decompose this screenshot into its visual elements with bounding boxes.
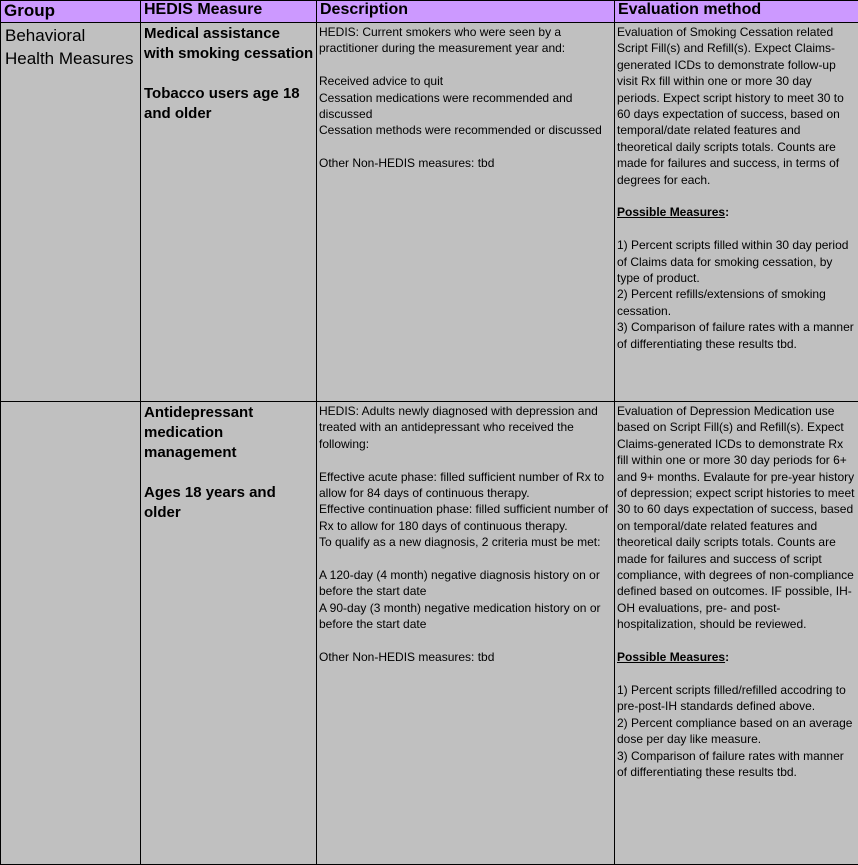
description-item: Effective continuation phase: filled sufficient number of Rx to allow for 180 days of continuous therapy.: [319, 502, 609, 533]
header-row: [1, 1, 858, 23]
evaluation-text: Evaluation of Depression Medication use based on Script Fill(s) and Refill(s). Expect Claims-generated ICDs to demonstrate Rx fill within one or more 30 day periods for 6+ and 9+ months. Evalaute for pre-year history of depression; expect script histories to meet 30 to 60 days expectation of success, based on temporal/date related features and theoretical daily scripts totals. Counts are made for failures and success of script compliance, with degrees of non-compliance defined based on outcomes. IF possible, IH-OH evaluations, pre- and post-hospitalization, should be reviewed.: [617, 404, 855, 632]
description-other: Other Non-HEDIS measures: tbd: [319, 156, 495, 171]
description-item: Cessation medications were recommended and discussed: [319, 90, 573, 122]
description-intro: HEDIS: Adults newly diagnosed with depression and treated with an antidepressant who received the following:: [319, 404, 598, 451]
description-intro: HEDIS: Current smokers who were seen by a practitioner during the measurement year and:: [319, 25, 566, 56]
description-item: To qualify as a new diagnosis, 2 criteria must be met:: [319, 535, 601, 550]
description-item: Received advice to quit: [319, 74, 444, 89]
measure-title: Antidepressant medication management: [144, 404, 254, 461]
description-cell: [317, 402, 615, 865]
header-measure: HEDIS Measure: [141, 1, 317, 23]
possible-measures-heading: [617, 204, 856, 220]
possible-measures-title: Possible Measures: [617, 650, 726, 665]
description-other: Other Non-HEDIS measures: tbd: [319, 650, 495, 665]
description-criterion: A 90-day (3 month) negative medication history on or before the start date: [319, 600, 601, 632]
possible-measures-heading: [617, 649, 856, 665]
measure-cell: [141, 402, 317, 865]
possible-measure-item: 2) Percent compliance based on an average dose per day like measure.: [617, 715, 853, 747]
possible-measure-item: 1) Percent scripts filled within 30 day period of Claims data for smoking cessation, by type of product.: [617, 238, 849, 286]
measure-title: Medical assistance with smoking cessation: [144, 25, 314, 62]
possible-measure-item: 1) Percent scripts filled/refilled accodring to pre-post-IH standards defined above.: [617, 682, 846, 714]
group-cell: Behavioral Health Measures: [1, 23, 141, 402]
possible-measures-title: Possible Measures: [617, 205, 726, 220]
header-description: Description: [317, 1, 615, 23]
possible-measures-colon: :: [725, 205, 730, 220]
evaluation-cell: [615, 23, 858, 402]
measure-cell: [141, 23, 317, 402]
group-cell: [1, 402, 141, 865]
table-row: [1, 402, 858, 865]
description-item: Effective acute phase: filled sufficient number of Rx to allow for 84 days of continuous therapy.: [319, 469, 605, 501]
table-row: [1, 23, 858, 402]
possible-measure-item: 3) Comparison of failure rates with manner of differentiating these results tbd.: [617, 748, 844, 779]
possible-measure-item: 2) Percent refills/extensions of smoking cessation.: [617, 287, 826, 318]
possible-measures-colon: :: [725, 650, 730, 665]
description-cell: [317, 23, 615, 402]
evaluation-cell: [615, 402, 858, 865]
description-item: Cessation methods were recommended or discussed: [319, 123, 602, 138]
evaluation-text: Evaluation of Smoking Cessation related Script Fill(s) and Refill(s). Expect Claims-generated ICDs to demonstrate follow-up visit Rx fill within one or more 30 day periods. Expect script history to meet 30 to 60 days expectation of success, based on temporal/date related features and theoretical daily scripts totals. Counts are made for failures and success, in terms of degrees for each.: [617, 25, 844, 187]
measure-age: Tobacco users age 18 and older: [144, 85, 300, 122]
header-group: Group: [1, 1, 141, 23]
possible-measure-item: 3) Comparison of failure rates with a manner of differentiating these results tbd.: [617, 320, 854, 351]
measure-age: Ages 18 years and older: [144, 484, 276, 521]
description-criterion: A 120-day (4 month) negative diagnosis history on or before the start date: [319, 568, 600, 599]
header-evaluation: Evaluation method: [615, 1, 858, 23]
